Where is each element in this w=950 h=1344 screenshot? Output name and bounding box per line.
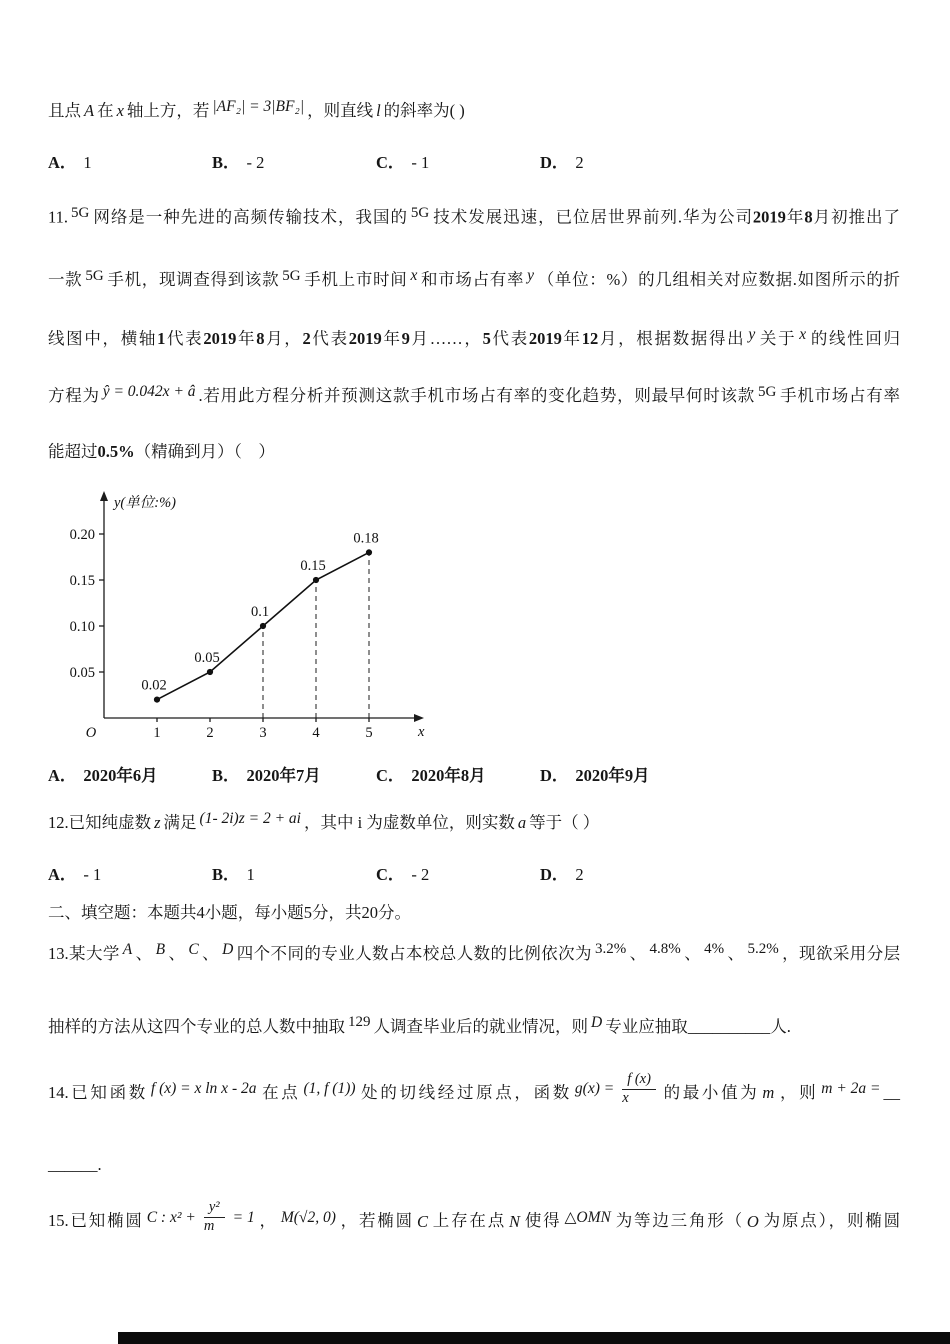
option-a-label: A．: [48, 152, 77, 172]
svg-text:y(单位:%): y(单位:%): [114, 495, 177, 512]
option-a-label: A．: [48, 864, 77, 884]
svg-text:0.20: 0.20: [69, 527, 95, 544]
section-2-heading: 二、填空题：本题共4小题，每小题5分，共20分。: [48, 902, 411, 922]
option-b-text: - 2: [246, 152, 265, 172]
option-c-text: - 1: [411, 152, 430, 172]
option-a-label: A．: [48, 766, 77, 786]
question-13-line-1: 13.某大学 A 、 B 、 C 、 D 四个不同的专业人数占本校总人数的比例依次为 3.2% 、 4.8% 、 4% 、 5.2% ，现欲采用分层: [48, 940, 901, 963]
option-d-label: D．: [540, 864, 569, 884]
svg-text:5: 5: [365, 725, 373, 742]
option-a-text: - 1: [83, 864, 102, 884]
question-14-line-1: 14.已知函数 f (x) = x ln x - 2a 在点 (1, f (1)) 处的切线经过原点，函数 g(x) = $\frac{f (x)}{x}$ 的最小值为 m ，则 m + 2a = __: [48, 1070, 901, 1106]
svg-text:0.10: 0.10: [69, 619, 95, 636]
option-b: [212, 149, 376, 173]
option-b-text: 2020年7月: [246, 766, 321, 786]
svg-text:2: 2: [206, 725, 214, 742]
option-c: [376, 762, 540, 786]
option-a: [48, 149, 212, 173]
svg-text:0.1: 0.1: [250, 604, 270, 621]
fraction: $\frac{f (x)}{x}$: [622, 1072, 656, 1107]
option-d-text: 2020年9月: [575, 766, 650, 786]
fraction: $\frac{\text{y²}}{m}$: [204, 1200, 225, 1235]
market-share-line-chart: [54, 486, 900, 754]
question-11-line-3: 线图中，横轴1代表2019年8月，2代表2019年9月……，5代表2019年12月，根据数据得出 y 关于 x 的线性回归: [48, 326, 901, 349]
option-d-text: 2: [575, 152, 584, 172]
question-10-options: [48, 149, 900, 173]
svg-text:0.15: 0.15: [69, 573, 95, 590]
svg-text:x: x: [418, 724, 425, 741]
scan-artifact-bar: [118, 1332, 950, 1344]
market-share-line-chart-svg: [54, 486, 484, 754]
question-13-line-2: 抽样的方法从这四个专业的总人数中抽取 129 人调查毕业后的就业情况，则 D 专业应抽取__________人.: [48, 1013, 791, 1036]
option-d-text: 2: [575, 864, 584, 884]
question-14-line-2: ______.: [48, 1155, 102, 1175]
question-12-options: [48, 861, 900, 885]
option-b: [212, 861, 376, 885]
question-11-line-4: 方程为 ŷ = 0.042x + â .若用此方程分析并预测这款手机市场占有率的变化趋势，则最早何时该款 5G 手机市场占有率: [48, 383, 901, 406]
option-b-label: B．: [212, 864, 240, 884]
question-12-stem: 12.已知纯虚数 z 满足 (1- 2i)z = 2 + ai ，其中 i 为虚数单位，则实数 a 等于（ ）: [48, 810, 600, 832]
question-11-line-2: 一款 5G 手机，现调查得到该款 5G 手机上市时间 x 和市场占有率 y （单位：%）的几组相关对应数据.如图所示的折: [48, 267, 901, 290]
option-d-label: D．: [540, 766, 569, 786]
option-d: [540, 762, 650, 786]
option-a-text: 1: [83, 152, 92, 172]
option-b: [212, 762, 376, 786]
svg-text:O: O: [85, 725, 97, 742]
svg-text:0.18: 0.18: [353, 530, 379, 547]
option-b-label: B．: [212, 152, 240, 172]
svg-text:0.05: 0.05: [194, 650, 220, 667]
option-d: [540, 861, 584, 885]
option-a: [48, 762, 212, 786]
option-c-label: C．: [376, 864, 405, 884]
svg-text:3: 3: [259, 725, 267, 742]
option-c-label: C．: [376, 766, 405, 786]
svg-text:0.15: 0.15: [300, 558, 326, 575]
svg-text:0.02: 0.02: [141, 677, 167, 694]
option-b-label: B．: [212, 766, 240, 786]
option-a: [48, 861, 212, 885]
question-11-options: [48, 762, 900, 786]
svg-text:0.05: 0.05: [69, 665, 95, 682]
question-11-line-1: 11. 5G 网络是一种先进的高频传输技术，我国的 5G 技术发展迅速，已位居世界前列.华为公司2019年8月初推出了: [48, 204, 901, 227]
option-c: [376, 861, 540, 885]
svg-text:1: 1: [153, 725, 161, 742]
option-a-text: 2020年6月: [83, 766, 158, 786]
question-15-line-1: 15.已知椭圆 C : x² + $\frac{\text{y²}}{m}$ = 1 ， M(√2, 0) ，若椭圆 C 上存在点 N 使得 △OMN 为等边三角形（ O 为原点），则椭圆: [48, 1199, 901, 1235]
question-10-stem: 且点 A 在 x 轴上方，若 |AF₂| = 3|BF₂| ，则直线 l 的斜率为( ): [48, 98, 465, 120]
option-d-label: D．: [540, 152, 569, 172]
option-c-text: 2020年8月: [411, 766, 486, 786]
option-c: [376, 149, 540, 173]
question-11-line-5: 能超过0.5%（精确到月）（ ）: [48, 442, 275, 462]
option-b-text: 1: [246, 864, 255, 884]
option-d: [540, 149, 584, 173]
svg-text:4: 4: [312, 725, 320, 742]
option-c-label: C．: [376, 152, 405, 172]
option-c-text: - 2: [411, 864, 430, 884]
